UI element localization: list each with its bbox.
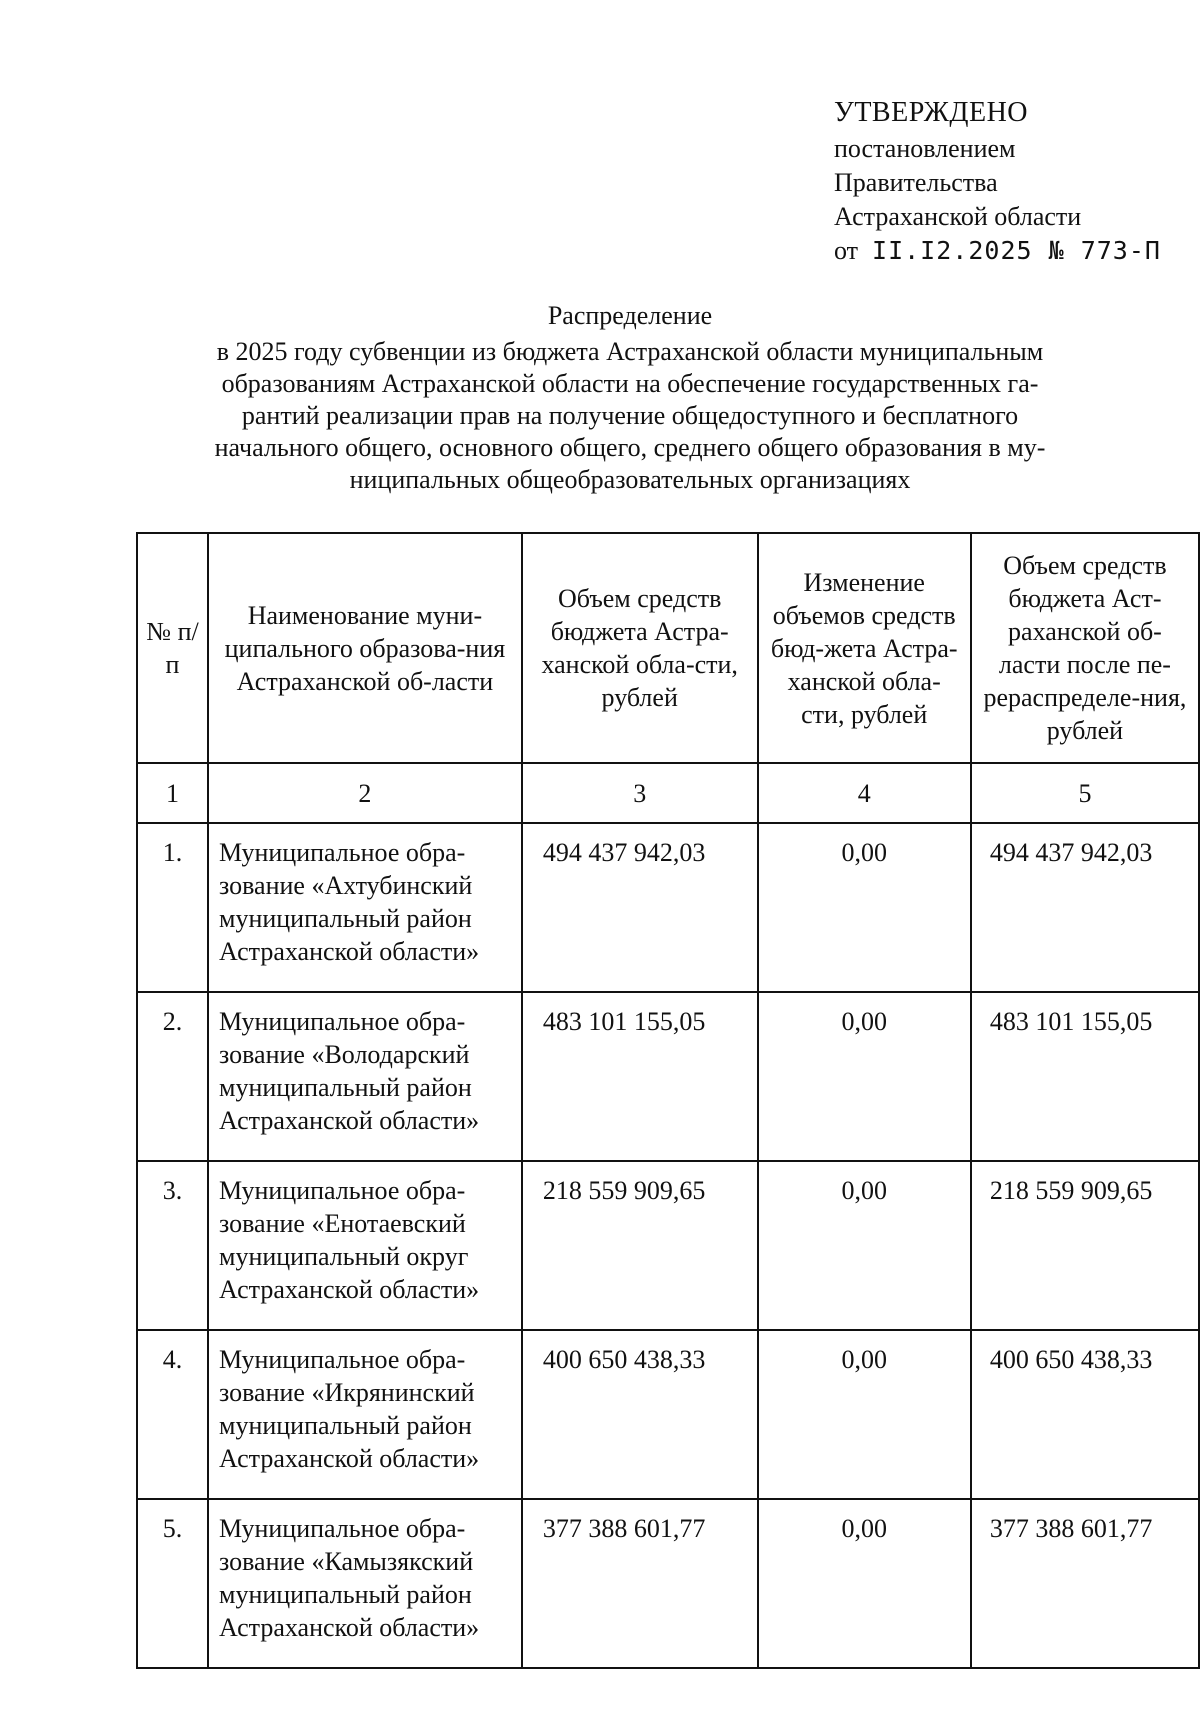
approval-heading: УТВЕРЖДЕНО	[834, 97, 1029, 128]
date-prefix: от	[834, 236, 859, 265]
column-number: 5	[971, 763, 1199, 823]
approval-line: Астраханской области	[834, 202, 1082, 231]
title-line: рантий реализации прав на получение общедоступного и бесплатного	[241, 401, 1019, 430]
after-value: 218 559 909,65	[971, 1161, 1199, 1330]
approval-date-line	[834, 234, 1174, 268]
table-row	[137, 1499, 1199, 1668]
budget-value: 400 650 438,33	[522, 1330, 758, 1499]
column-number: 2	[208, 763, 522, 823]
approval-date-number: II.I2.2025 № 773-П	[872, 236, 1161, 265]
change-value: 0,00	[758, 1330, 971, 1499]
table-row	[137, 1161, 1199, 1330]
title-line: начального общего, основного общего, среднего общего образования в му-	[214, 433, 1046, 462]
column-number: 3	[522, 763, 758, 823]
header-cell: Объем средств бюджета Аст-раханской об-ласти после пе-рераспределе-ния, рублей	[971, 533, 1199, 763]
change-value: 0,00	[758, 1499, 971, 1668]
title-line: ниципальных общеобразовательных организациях	[349, 465, 911, 494]
column-number: 1	[137, 763, 208, 823]
table-row	[137, 1330, 1199, 1499]
title-line: в 2025 году субвенции из бюджета Астраханской области муниципальным	[216, 337, 1044, 366]
approval-line: Правительства	[834, 168, 998, 197]
after-value: 494 437 942,03	[971, 823, 1199, 992]
column-number-row	[137, 763, 1199, 823]
change-value: 0,00	[758, 823, 971, 992]
municipality-name: Муниципальное обра-зование «Енотаевский муниципальный округ Астраханской области»	[208, 1161, 522, 1330]
approval-block	[834, 96, 1174, 268]
budget-value: 494 437 942,03	[522, 823, 758, 992]
municipality-name: Муниципальное обра-зование «Икрянинский муниципальный район Астраханской области»	[208, 1330, 522, 1499]
header-cell: Объем средств бюджета Астра-ханской обла-сти, рублей	[522, 533, 758, 763]
budget-value: 218 559 909,65	[522, 1161, 758, 1330]
row-number: 3.	[137, 1161, 208, 1330]
header-cell: № п/п	[137, 533, 208, 763]
approval-line: постановлением	[834, 134, 1016, 163]
header-cell: Изменение объемов средств бюд-жета Астра-ханской обла-сти, рублей	[758, 533, 971, 763]
after-value: 400 650 438,33	[971, 1330, 1199, 1499]
table-row	[137, 992, 1199, 1161]
table-header-row	[137, 533, 1199, 763]
table-row	[137, 823, 1199, 992]
row-number: 5.	[137, 1499, 208, 1668]
header-cell: Наименование муни-ципального образова-ния Астраханской об-ласти	[208, 533, 522, 763]
document-title	[150, 300, 1110, 496]
title-line: образованиям Астраханской области на обеспечение государственных га-	[221, 369, 1039, 398]
budget-value: 483 101 155,05	[522, 992, 758, 1161]
row-number: 1.	[137, 823, 208, 992]
municipality-name: Муниципальное обра-зование «Володарский муниципальный район Астраханской области»	[208, 992, 522, 1161]
row-number: 4.	[137, 1330, 208, 1499]
change-value: 0,00	[758, 992, 971, 1161]
after-value: 377 388 601,77	[971, 1499, 1199, 1668]
change-value: 0,00	[758, 1161, 971, 1330]
municipality-name: Муниципальное обра-зование «Камызякский муниципальный район Астраханской области»	[208, 1499, 522, 1668]
municipality-name: Муниципальное обра-зование «Ахтубинский муниципальный район Астраханской области»	[208, 823, 522, 992]
after-value: 483 101 155,05	[971, 992, 1199, 1161]
distribution-table	[136, 532, 1200, 1669]
column-number: 4	[758, 763, 971, 823]
title-line: Распределение	[547, 301, 713, 330]
budget-value: 377 388 601,77	[522, 1499, 758, 1668]
row-number: 2.	[137, 992, 208, 1161]
